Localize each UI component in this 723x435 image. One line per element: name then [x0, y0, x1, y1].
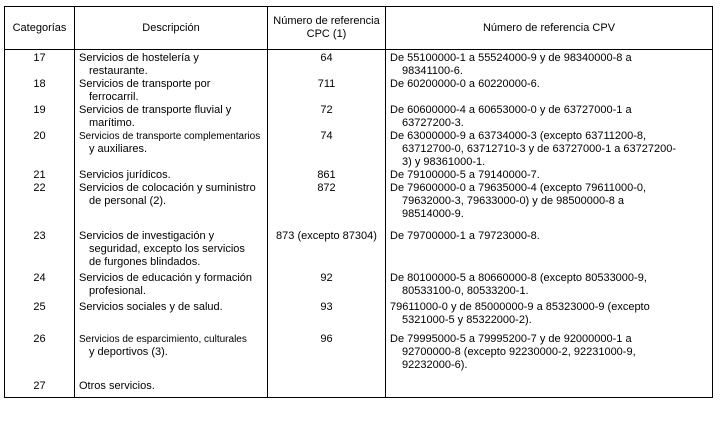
description-line: Servicios de transporte fluvial y [79, 104, 232, 116]
table-row [5, 182, 713, 221]
header-descripcion: Descripción [75, 7, 268, 50]
description-line: y auxiliares. [89, 143, 148, 155]
cpv-line: De 60200000-0 a 60220000-6. [390, 78, 540, 90]
category-cell: 22 [5, 182, 75, 221]
description-line: seguridad, excepto los servicios [89, 243, 245, 255]
description-cell [75, 182, 268, 221]
description-line: Servicios de transporte por [79, 78, 211, 90]
description-line: profesional. [89, 285, 146, 297]
category-cell: 17 [5, 50, 75, 79]
cpv-line: 63712700-0, 63712710-3 y de 63727000-1 a 63727200- [402, 143, 677, 155]
description-cell [75, 298, 268, 327]
table-row [5, 298, 713, 327]
cpv-cell [386, 78, 713, 104]
services-categories-table [4, 6, 713, 398]
description-line: restaurante. [89, 65, 148, 77]
cpv-line: De 80100000-5 a 80660000-8 (excepto 80533000-9, [390, 272, 647, 284]
cpv-line: 92700000-8 (excepto 92230000-2, 92231000-9, [402, 346, 636, 358]
cpv-cell [386, 182, 713, 221]
header-cpv: Número de referencia CPV [386, 7, 713, 50]
description-cell [75, 169, 268, 182]
table-row [5, 78, 713, 104]
cpv-line: 98341100-6. [402, 65, 463, 77]
cpv-line: 79632000-3, 79633000-0) y de 98500000-8 a [402, 195, 625, 207]
category-cell: 27 [5, 372, 75, 398]
category-cell: 20 [5, 130, 75, 169]
description-line: Servicios de investigación y [79, 230, 215, 242]
header-cpc-line2: CPC (1) [306, 28, 347, 40]
category-cell: 25 [5, 298, 75, 327]
cpv-line: De 63000000-9 a 63734000-3 (excepto 63711200-8, [390, 130, 647, 142]
category-cell: 21 [5, 169, 75, 182]
description-cell [75, 221, 268, 269]
category-cell: 24 [5, 269, 75, 298]
cpv-line: 5321000-5 y 85322000-2). [402, 314, 532, 326]
header-cpc-line1: Número de referencia [273, 15, 380, 27]
cpv-line: 80533100-0, 80533200-1. [402, 285, 529, 297]
description-cell [75, 327, 268, 372]
description-line: Servicios de esparcimiento, culturales [79, 334, 247, 345]
table-row [5, 130, 713, 169]
header-categorias: Categorías [5, 7, 75, 50]
cpc-cell: 92 [268, 269, 386, 298]
cpv-line: 92232000-6). [402, 359, 468, 371]
description-cell [75, 50, 268, 79]
description-line: Servicios sociales y de salud. [79, 301, 223, 313]
cpv-cell [386, 104, 713, 130]
cpv-line: De 60600000-4 a 60653000-0 y de 63727000-1 a [390, 104, 632, 116]
table-row [5, 269, 713, 298]
description-cell [75, 269, 268, 298]
cpc-cell: 72 [268, 104, 386, 130]
cpv-cell [386, 221, 713, 269]
description-line: de personal (2). [89, 195, 167, 207]
header-row [5, 7, 713, 50]
cpv-cell [386, 298, 713, 327]
description-cell [75, 130, 268, 169]
description-cell [75, 372, 268, 398]
table-row [5, 221, 713, 269]
cpv-cell [386, 169, 713, 182]
cpc-cell: 93 [268, 298, 386, 327]
table-row [5, 104, 713, 130]
description-line: Servicios de educación y formación [79, 272, 253, 284]
cpv-line: De 79100000-5 a 79140000-7. [390, 169, 540, 181]
cpc-cell [268, 372, 386, 398]
cpv-cell [386, 269, 713, 298]
table-row [5, 327, 713, 372]
cpc-cell: 711 [268, 78, 386, 104]
table-row [5, 169, 713, 182]
category-cell: 23 [5, 221, 75, 269]
cpc-cell: 96 [268, 327, 386, 372]
description-line: ferrocarril. [89, 91, 139, 103]
cpv-cell [386, 327, 713, 372]
cpv-cell [386, 50, 713, 79]
table-row [5, 372, 713, 398]
cpv-cell [386, 372, 713, 398]
cpv-line: De 79995000-5 a 79995200-7 y de 92000000-1 a [390, 333, 632, 345]
description-line: Servicios de hostelería y [79, 52, 199, 64]
cpv-line: De 79700000-1 a 79723000-8. [390, 230, 540, 242]
header-cpc [268, 7, 386, 50]
cpc-cell: 861 [268, 169, 386, 182]
cpc-cell: 64 [268, 50, 386, 79]
description-line: marítimo. [89, 117, 135, 129]
cpc-cell: 873 (excepto 87304) [268, 221, 386, 269]
description-cell [75, 78, 268, 104]
cpc-cell: 74 [268, 130, 386, 169]
description-line: y deportivos (3). [89, 346, 168, 358]
description-line: Otros servicios. [79, 380, 155, 392]
description-line: Servicios de colocación y suministro [79, 182, 256, 194]
cpv-line: 98514000-9. [402, 208, 464, 220]
cpv-line: 63727200-3. [402, 117, 464, 129]
description-line: Servicios de transporte complementarios [79, 131, 261, 142]
cpc-cell: 872 [268, 182, 386, 221]
description-line: de furgones blindados. [89, 256, 201, 268]
cpv-line: De 55100000-1 a 55524000-9 y de 98340000-8 a [390, 52, 632, 64]
description-cell [75, 104, 268, 130]
cpv-cell [386, 130, 713, 169]
category-cell: 26 [5, 327, 75, 372]
description-line: Servicios jurídicos. [79, 169, 171, 181]
table-row [5, 50, 713, 79]
category-cell: 19 [5, 104, 75, 130]
cpv-line: 3) y 98361000-1. [402, 156, 486, 168]
category-cell: 18 [5, 78, 75, 104]
cpv-line: De 79600000-0 a 79635000-4 (excepto 79611000-0, [390, 182, 647, 194]
cpv-line: 79611000-0 y de 85000000-9 a 85323000-9 (excepto [390, 301, 650, 313]
